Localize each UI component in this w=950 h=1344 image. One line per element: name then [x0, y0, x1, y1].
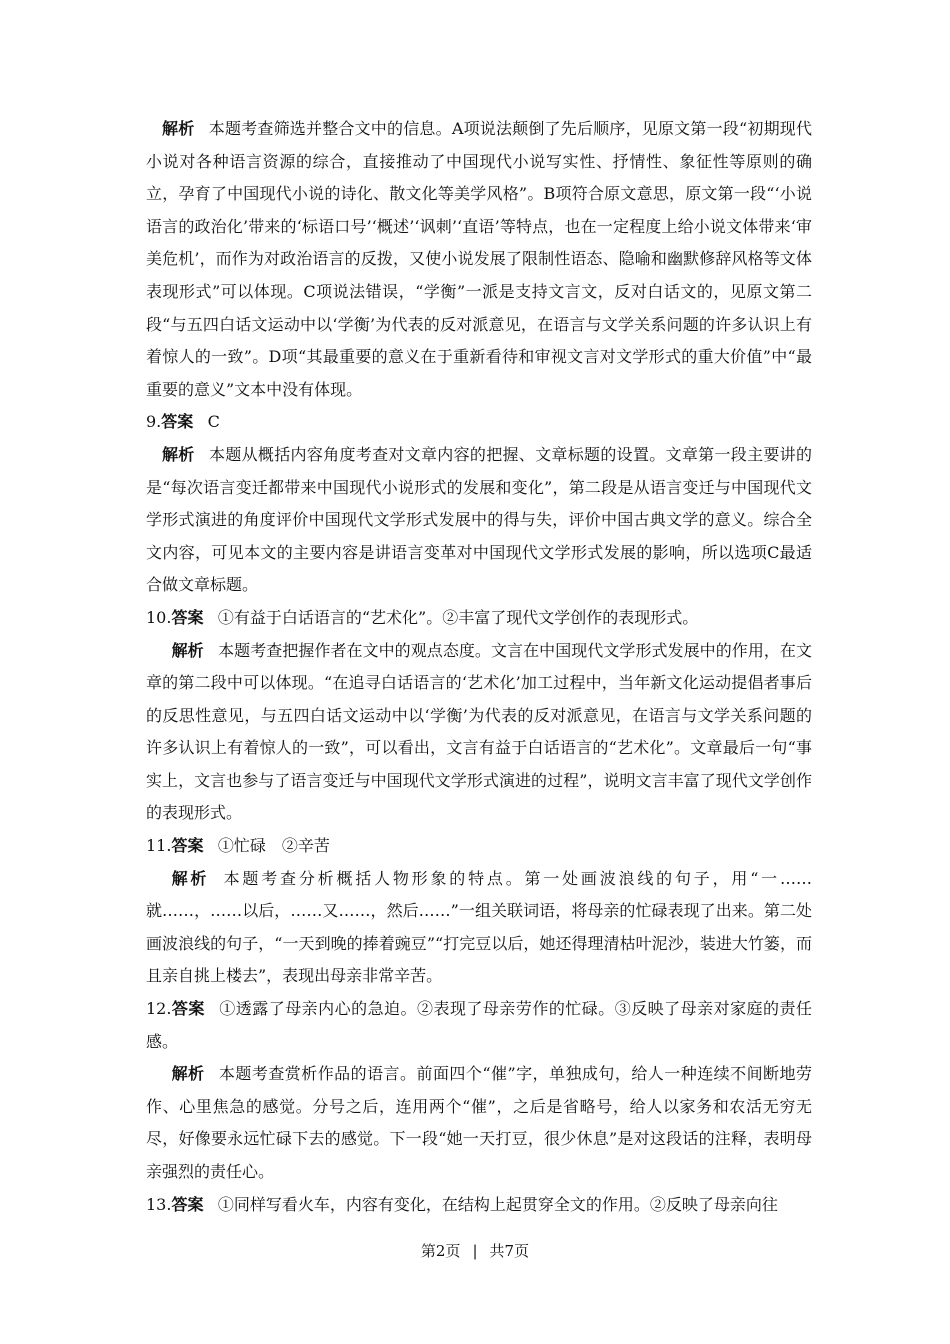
answer-text: ①忙碌 ②辛苦 — [217, 836, 330, 856]
answer-paragraph-10 — [146, 602, 812, 635]
question-number: 10. — [146, 607, 172, 627]
footer-separator: | — [472, 1242, 478, 1260]
analysis-label: 解析 — [162, 119, 195, 138]
analysis-paragraph-10 — [146, 635, 812, 831]
answer-label: 答案 — [171, 836, 204, 856]
analysis-paragraph-12 — [146, 1058, 812, 1188]
answer-text: C — [207, 412, 220, 432]
answer-label: 答案 — [171, 607, 204, 627]
analysis-label: 解析 — [171, 640, 204, 660]
analysis-label: 解析 — [171, 1064, 205, 1084]
question-number: 12. — [146, 999, 172, 1019]
question-number: 11. — [146, 836, 172, 856]
answer-text: ①同样写看火车，内容有变化，在结构上起贯穿全文的作用。②反映了母亲向往 — [217, 1194, 778, 1214]
answer-paragraph-9 — [146, 406, 812, 439]
analysis-text: 本题考查赏析作品的语言。前面四个“催”字，单独成句，给人一种连续不间断地劳作、心里焦急的感觉。分号之后，连用两个“催”，之后是省略号，给人以家务和农活无穷无尽，好像要永远忙碌下去的感觉。下一段“她一天打豆，很少休息”是对这段话的注释，表明母亲强烈的责任心。 — [146, 1064, 812, 1181]
answer-text: ①有益于白话语言的“艺术化”。②丰富了现代文学创作的表现形式。 — [217, 607, 699, 627]
answer-paragraph-13 — [146, 1189, 812, 1222]
analysis-label: 解析 — [162, 444, 195, 464]
analysis-text: 本题考查筛选并整合文中的信息。A项说法颠倒了先后顺序，见原文第一段“初期现代小说对各种语言资源的综合，直接推动了中国现代小说写实性、抒情性、象征性等原则的确立，孕育了中国现代小说的诗化、散文化等美学风格”。B项符合原文意思，原文第一段“‘小说语言的政治化’带来的‘标语口号’‘概述’‘讽刺’‘直语’等特点，也在一定程度上给小说文体带来‘审美危机’，而作为对政治语言的反拨，又使小说发展了限制性语态、隐喻和幽默修辞风格等文体表现形式”可以体现。C项说法错误，“学衡”一派是支持文言文，反对白话文的，见原文第二段“与五四白话文运动中以‘学衡’为代表的反对派意见，在语言与文学关系问题的许多认识上有着惊人的一致”。D项“其最重要的意义在于重新看待和审视文言对文学形式的重大价值”中“最重要的意义”文本中没有体现。 — [146, 119, 812, 399]
question-number: 9. — [146, 412, 162, 432]
analysis-paragraph-11 — [146, 863, 812, 993]
analysis-paragraph-8 — [146, 113, 812, 406]
page-number: 第2页 — [420, 1242, 461, 1260]
analysis-label: 解析 — [171, 868, 210, 888]
page-total: 共7页 — [489, 1242, 530, 1260]
answer-label: 答案 — [161, 412, 194, 432]
question-number: 13. — [146, 1194, 172, 1214]
answer-label: 答案 — [171, 999, 205, 1019]
page-footer — [0, 1240, 950, 1261]
answer-text: ①透露了母亲内心的急迫。②表现了母亲劳作的忙碌。③反映了母亲对家庭的责任感。 — [146, 999, 812, 1051]
analysis-text: 本题考查把握作者在文中的观点态度。文言在中国现代文学形式发展中的作用，在文章的第二段中可以体现。“在追寻白话语言的‘艺术化’加工过程中，当年新文化运动提倡者事后的反思性意见，与五四白话文运动中以‘学衡’为代表的反对派意见，在语言与文学关系问题的许多认识上有着惊人的一致”，可以看出，文言有益于白话语言的“艺术化”。文章最后一句“事实上，文言也参与了语言变迁与中国现代文学形式演进的过程”，说明文言丰富了现代文学创作的表现形式。 — [146, 640, 812, 823]
analysis-text: 本题从概括内容角度考查对文章内容的把握、文章标题的设置。文章第一段主要讲的是“每次语言变迁都带来中国现代小说形式的发展和变化”，第二段是从语言变迁与中国现代文学形式演进的角度评价中国现代文学形式发展中的得与失，评价中国古典文学的意义。综合全文内容，可见本文的主要内容是讲语言变革对中国现代文学形式发展的影响，所以选项C最适合做文章标题。 — [146, 444, 812, 595]
answer-paragraph-11 — [146, 830, 812, 863]
analysis-text: 本题考查分析概括人物形象的特点。第一处画波浪线的句子，用“一……就……，……以后，……又……，然后……”一组关联词语，将母亲的忙碌表现了出来。第二处画波浪线的句子，“一天到晚的捧着豌豆”“打完豆以后，她还得理清枯叶泥沙，装进大竹篓，而且亲自挑上楼去”，表现出母亲非常辛苦。 — [146, 868, 812, 986]
analysis-paragraph-9 — [146, 439, 812, 602]
answer-label: 答案 — [171, 1194, 204, 1214]
document-body — [146, 113, 812, 1221]
answer-paragraph-12 — [146, 993, 812, 1058]
